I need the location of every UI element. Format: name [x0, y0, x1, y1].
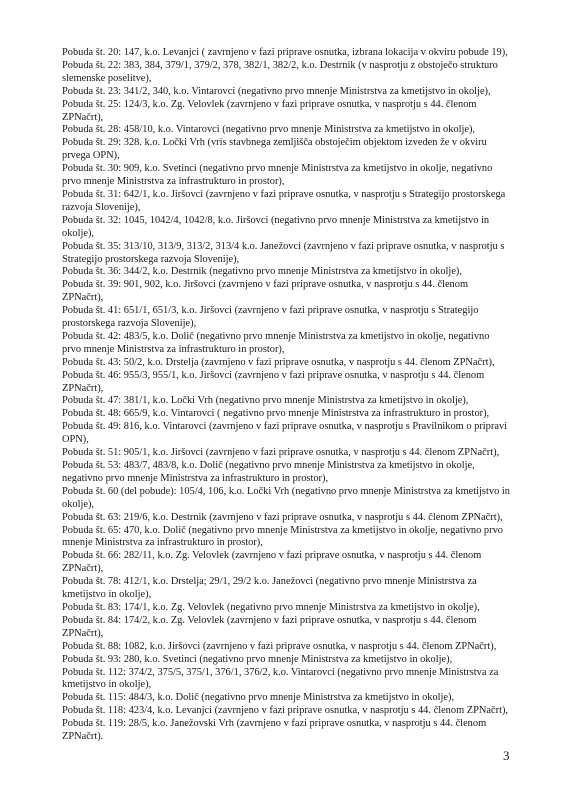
- entry-pobuda-93: Pobuda št. 93: 280, k.o. Svetinci (negativno prvo mnenje Ministrstva za kmetijstvo in okolje),: [62, 653, 453, 665]
- entry-pobuda-84: Pobuda št. 84: 174/2, k.o. Zg. Velovlek (zavrnjeno v fazi priprave osnutka, v nasprotju s 44. členom ZPNačrt),: [62, 614, 477, 639]
- entry-pobuda-30: Pobuda št. 30: 909, k.o. Svetinci (negativno prvo mnenje Ministrstva za kmetijstvo in okolje, negativno prvo mnenje Ministrstva za infrastrukturo in prostor),: [62, 163, 493, 188]
- entry-pobuda-43: Pobuda št. 43: 50/2, k.o. Drstelja (zavrnjeno v fazi priprave osnutka, v nasprotju s 44. členom ZPNačrt),: [62, 356, 495, 368]
- entry-pobuda-78: Pobuda št. 78: 412/1, k.o. Drstelja; 29/1, 29/2 k.o. Janežovci (negativno prvo mnenje Ministrstva za kmetijstvo in okolje),: [62, 576, 477, 601]
- entry-pobuda-35: Pobuda št. 35: 313/10, 313/9, 313/2, 313/4 k.o. Janežovci (zavrnjeno v fazi priprave osnutka, v nasprotju s Strategijo prostorskega razvoja Slovenije),: [62, 240, 505, 265]
- entry-pobuda-32: Pobuda št. 32: 1045, 1042/4, 1042/8, k.o. Jiršovci (negativno prvo mnenje Ministrstva za kmetijstvo in okolje),: [62, 214, 490, 239]
- entry-pobuda-25: Pobuda št. 25: 124/3, k.o. Zg. Velovlek (zavrnjeno v fazi priprave osnutka, v nasprotju s 44. členom ZPNačrt),: [62, 98, 477, 123]
- entry-pobuda-83: Pobuda št. 83: 174/1, k.o. Zg. Velovlek (negativno prvo mnenje Ministrstva za kmetijstvo in okolje),: [62, 601, 480, 613]
- entry-pobuda-46: Pobuda št. 46: 955/3, 955/1, k.o. Jiršovci (zavrnjeno v fazi priprave osnutka, v nasprotju s 44. členom ZPNačrt),: [62, 369, 485, 394]
- entry-pobuda-115: Pobuda št. 115: 484/3, k.o. Dolič (negativno prvo mnenje Ministrstva za kmetijstvo in okolje),: [62, 692, 455, 704]
- entry-pobuda-118: Pobuda št. 118: 423/4, k.o. Levanjci (zavrnjeno v fazi priprave osnutka, v nasprotju s 44. členom ZPNačrt),: [62, 705, 509, 717]
- entry-pobuda-119: Pobuda št. 119: 28/5, k.o. Janežovski Vrh (zavrnjeno v fazi priprave osnutka, v nasprotju s 44. členom ZPNačrt).: [62, 718, 487, 743]
- page-number: 3: [503, 748, 510, 763]
- entry-pobuda-53: Pobuda št. 53: 483/7, 483/8, k.o. Dolič (negativno prvo mnenje Ministrstva za kmetijstvo in okolje, negativno prvo mnenje Ministrstva za infrastrukturo in prostor),: [62, 460, 475, 484]
- entry-pobuda-49: Pobuda št. 49: 816, k.o. Vintarovci (zavrnjeno v fazi priprave osnutka, v nasprotju s Pravilnikom o pripravi OPN),: [62, 421, 508, 446]
- entry-pobuda-48: Pobuda št. 48: 665/9, k.o. Vintarovci ( negativno prvo mnenje Ministrstva za infrastrukturo in prostor),: [62, 408, 490, 420]
- entry-pobuda-41: Pobuda št. 41: 651/1, 651/3, k.o. Jiršovci (zavrnjeno v fazi priprave osnutka, v nasprotju s Strategijo prostorskega razvoja Slovenije),: [62, 305, 479, 330]
- entry-pobuda-112: Pobuda št. 112: 374/2, 375/5, 375/1, 376/1, 376/2, k.o. Vintarovci (negativno prvo mnenje Ministrstva za kmetijstvo in okolje),: [62, 666, 499, 691]
- entry-pobuda-20: Pobuda št. 20: 147, k.o. Levanjci ( zavrnjeno v fazi priprave osnutka, izbrana lokacija v okviru pobude 19),: [62, 47, 508, 58]
- entry-pobuda-65: Pobuda št. 65: 470, k.o. Dolič (negativno prvo mnenje Ministrstva za kmetijstvo in okolje, negativno prvo mnenje Ministrstva za infrastrukturo in prostor),: [62, 524, 503, 549]
- entry-pobuda-88: Pobuda št. 88: 1082, k.o. Jiršovci (zavrnjeno v fazi priprave osnutka, v nasprotju s 44. členom ZPNačrt),: [62, 640, 497, 652]
- entry-pobuda-66: Pobuda št. 66: 282/11, k.o. Zg. Velovlek (zavrnjeno v fazi priprave osnutka, v nasprotju s 44. členom ZPNačrt),: [62, 550, 482, 575]
- entry-pobuda-63: Pobuda št. 63: 219/6, k.o. Destrnik (zavrnjeno v fazi priprave osnutka, v nasprotju s 44. členom ZPNačrt),: [62, 511, 503, 523]
- entry-pobuda-22: Pobuda št. 22: 383, 384, 379/1, 379/2, 378, 382/1, 382/2, k.o. Destrnik (v nasprotju z obstoječo strukturo slemenske poselitve),: [62, 59, 498, 84]
- entry-pobuda-29: Pobuda št. 29: 328. k.o. Ločki Vrh (vris stavbnega zemljišča obstoječim objektom izveden že v okviru prvega OPN),: [62, 137, 487, 162]
- entry-pobuda-28: Pobuda št. 28: 458/10, k.o. Vintarovci (negativno prvo mnenje Ministrstva za kmetijstvo in okolje),: [62, 124, 476, 136]
- entry-pobuda-51: Pobuda št. 51: 905/1, k.o. Jiršovci (zavrnjeno v fazi priprave osnutka, v nasprotju s 44. členom ZPNačrt),: [62, 447, 500, 459]
- entry-list: [62, 47, 510, 744]
- entry-pobuda-39: Pobuda št. 39: 901, 902, k.o. Jiršovci (zavrnjeno v fazi priprave osnutka, v nasprotju s 44. členom ZPNačrt),: [62, 279, 469, 304]
- entry-pobuda-60: Pobuda št. 60 (del pobude): 105/4, 106, k.o. Ločki Vrh (negativno prvo mnenje Ministrstva za kmetijstvo in okolje),: [62, 485, 510, 510]
- entry-pobuda-47: Pobuda št. 47: 381/1, k.o. Ločki Vrh (negativno prvo mnenje Ministrstva za kmetijstvo in okolje),: [62, 395, 469, 407]
- entry-pobuda-23: Pobuda št. 23: 341/2, 340, k.o. Vintarovci (negativno prvo mnenje Ministrstva za kmetijstvo in okolje),: [62, 85, 491, 97]
- entry-pobuda-42: Pobuda št. 42: 483/5, k.o. Dolič (negativno prvo mnenje Ministrstva za kmetijstvo in okolje, negativno prvo mnenje Ministrstva za infrastrukturo in prostor),: [62, 330, 490, 355]
- entry-pobuda-31: Pobuda št. 31: 642/1, k.o. Jiršovci (zavrnjeno v fazi priprave osnutka, v nasprotju s Strategijo prostorskega razvoja Slovenije),: [62, 188, 506, 213]
- entry-pobuda-36: Pobuda št. 36: 344/2, k.o. Destrnik (negativno prvo mnenje Ministrstva za kmetijstvo in okolje),: [62, 266, 462, 278]
